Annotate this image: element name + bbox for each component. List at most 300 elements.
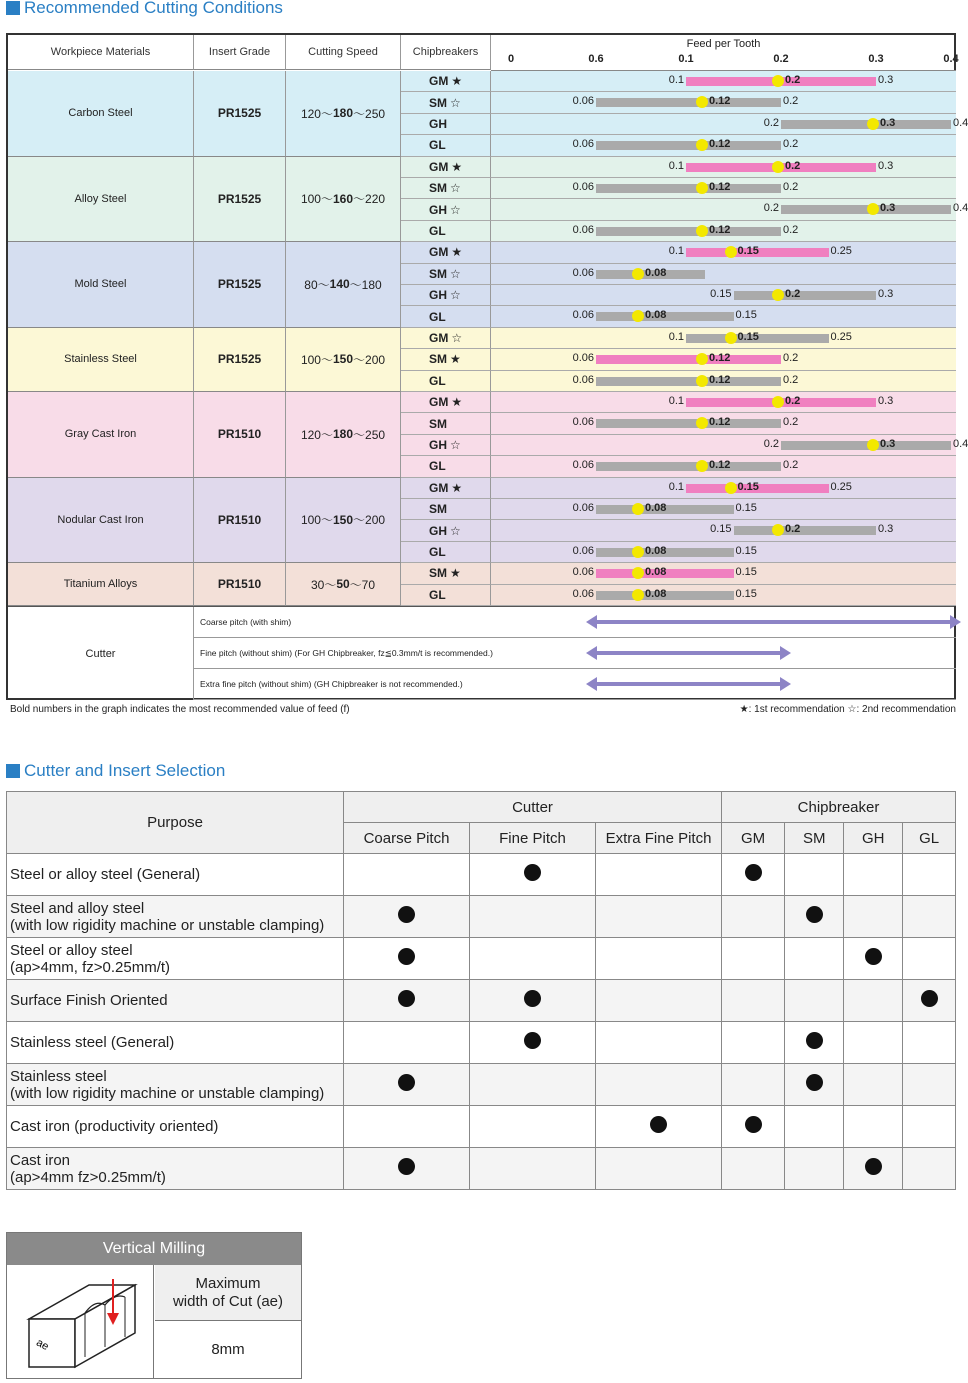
feed-min-label: 0.1 [668, 480, 684, 493]
cutter-pitch-label: Fine pitch (without shim) (For GH Chipbreaker, fz≦0.3mm/t is recommended.) [200, 647, 493, 658]
selected-dot-icon [806, 906, 823, 923]
feed-range-row [491, 520, 956, 541]
feed-min-label: 0.06 [572, 502, 594, 514]
feed-min-label: 0.1 [668, 395, 684, 407]
chipbreaker-name: SM [429, 181, 447, 196]
max-width-value: 8mm [211, 1341, 245, 1358]
selection-cell [470, 980, 596, 1022]
chipbreaker-cell [401, 371, 491, 392]
chipbreaker-cell [401, 199, 491, 220]
feed-recommended-label: 0.12 [709, 459, 731, 472]
chipbreaker-cell [401, 520, 491, 541]
chipbreaker-name: GL [429, 459, 446, 474]
feed-range-arrow [596, 620, 951, 624]
feed-recommended-label: 0.08 [645, 266, 667, 279]
feed-min-label: 0.06 [572, 459, 594, 472]
chipbreaker-cell [401, 456, 491, 477]
selection-cell [470, 1064, 596, 1106]
column-header: Extra Fine Pitch [596, 823, 722, 854]
selection-cell [344, 854, 470, 896]
feed-range-bar [781, 205, 951, 214]
feed-max-label: 0.2 [783, 138, 799, 151]
selected-dot-icon [398, 906, 415, 923]
feed-range-row [491, 585, 956, 606]
feed-min-label: 0.15 [710, 523, 732, 536]
first-recommendation-star-icon: ★ [451, 395, 463, 410]
recommended-feed-dot [772, 161, 784, 173]
feed-range-bar [596, 98, 781, 107]
selection-cell [470, 854, 596, 896]
chipbreaker-name: GL [429, 544, 446, 559]
selection-cell [344, 1022, 470, 1064]
feed-range-bar [596, 355, 781, 364]
feed-range-row [491, 92, 956, 113]
cutter-pitch-row [194, 669, 956, 700]
feed-max-label: 0.4 [953, 116, 968, 129]
feed-recommended-label: 0.15 [737, 330, 759, 343]
recommended-feed-dot [632, 546, 644, 558]
chipbreaker-cell [401, 328, 491, 349]
header-feed-per-tooth: Feed per Tooth [686, 38, 761, 50]
selection-cell [844, 1064, 903, 1106]
feed-min-label: 0.06 [572, 309, 594, 322]
chipbreaker-cell [401, 499, 491, 520]
feed-recommended-label: 0.12 [709, 95, 731, 108]
feed-range-row [491, 199, 968, 220]
cutting-speed: 100〜 150 〜200 [286, 328, 401, 392]
chipbreaker-cell [401, 542, 491, 563]
feed-range-row [491, 285, 956, 306]
table-row [7, 1022, 956, 1064]
cutting-conditions-table [6, 33, 968, 700]
feed-min-label: 0.06 [572, 266, 594, 279]
chipbreaker-name: GH [429, 116, 447, 131]
chipbreaker-name: GM [429, 74, 449, 89]
max-width-label: Maximum width of Cut (ae) [155, 1265, 301, 1321]
feed-tick-label: 0.1 [678, 53, 694, 65]
feed-range-row [491, 264, 956, 285]
chipbreaker-cell [401, 221, 491, 242]
feed-max-label: 0.15 [735, 587, 757, 600]
column-header: Fine Pitch [470, 823, 596, 854]
column-header: GL [903, 823, 956, 854]
feed-recommended-label: 0.12 [709, 138, 731, 151]
selection-cell [785, 1106, 844, 1148]
feed-min-label: 0.06 [572, 416, 594, 429]
selected-dot-icon [806, 1074, 823, 1091]
section-title-cutting-conditions: Recommended Cutting Conditions [6, 0, 283, 18]
feed-max-label: 0.15 [735, 502, 757, 514]
selected-dot-icon [398, 990, 415, 1007]
selection-cell [596, 1064, 722, 1106]
feed-recommended-label: 0.3 [880, 437, 896, 450]
feed-range-row [491, 114, 968, 135]
feed-range-row [491, 135, 956, 156]
feed-recommended-label: 0.12 [709, 373, 731, 386]
cutter-pitch-row [194, 638, 956, 669]
selection-cell [470, 1106, 596, 1148]
feed-min-label: 0.06 [572, 95, 594, 108]
material-name: Alloy Steel [8, 157, 194, 243]
chipbreaker-name: GH [429, 288, 447, 303]
chipbreaker-cell [401, 242, 491, 263]
selection-cell [722, 1064, 785, 1106]
selection-cell [470, 1148, 596, 1190]
square-bullet-icon [6, 1, 20, 15]
feed-range-bar [781, 441, 951, 450]
selection-cell [344, 1106, 470, 1148]
selection-cell [344, 1148, 470, 1190]
feed-range-row [491, 157, 956, 178]
feed-max-label: 0.15 [735, 566, 757, 579]
feed-range-row [491, 178, 956, 199]
selection-cell [844, 854, 903, 896]
recommended-feed-dot [632, 503, 644, 515]
cutter-insert-selection-table [6, 791, 956, 1190]
selection-cell [903, 1106, 956, 1148]
cutter-label: Cutter [8, 607, 194, 700]
selection-cell [844, 896, 903, 938]
selection-cell [844, 1106, 903, 1148]
feed-max-label: 0.2 [783, 223, 799, 236]
first-recommendation-star-icon: ★ [451, 74, 463, 89]
feed-min-label: 0.06 [572, 138, 594, 151]
header-workpiece-materials: Workpiece Materials [8, 35, 194, 70]
selection-cell [903, 938, 956, 980]
recommended-feed-dot [725, 332, 737, 344]
chipbreaker-cell [401, 413, 491, 434]
chipbreaker-name: GM [429, 159, 449, 174]
feed-range-bar [596, 184, 781, 193]
recommended-feed-dot [696, 225, 708, 237]
insert-grade: PR1510 [194, 563, 286, 606]
column-header: GH [844, 823, 903, 854]
square-bullet-icon [6, 764, 20, 778]
feed-min-label: 0.1 [668, 159, 684, 172]
chipbreaker-cell [401, 157, 491, 178]
section-title-cutter-selection: Cutter and Insert Selection [6, 761, 225, 781]
feed-recommended-label: 0.15 [737, 245, 759, 258]
first-recommendation-star-icon: ★ [451, 245, 463, 260]
feed-range-row [491, 349, 956, 370]
feed-max-label: 0.3 [878, 523, 894, 536]
second-recommendation-star-icon: ☆ [450, 523, 461, 538]
selection-cell [596, 1148, 722, 1190]
selection-cell [344, 980, 470, 1022]
purpose-cell: Surface Finish Oriented [7, 980, 344, 1022]
feed-recommended-label: 0.2 [785, 523, 801, 536]
selection-cell [596, 1022, 722, 1064]
feed-max-label: 0.3 [878, 74, 894, 86]
feed-range-row [491, 542, 956, 563]
feed-range-row [491, 413, 956, 434]
chipbreaker-name: SM [429, 352, 447, 367]
feed-recommended-label: 0.15 [737, 480, 759, 493]
cutting-speed: 80〜 140 〜180 [286, 242, 401, 328]
chipbreaker-name: GL [429, 223, 446, 238]
selection-cell [470, 938, 596, 980]
cutting-speed: 120〜 180 〜250 [286, 71, 401, 157]
table-row [7, 896, 956, 938]
vertical-milling-header: Vertical Milling [7, 1233, 301, 1265]
feed-range-arrow [596, 682, 781, 686]
chipbreaker-cell [401, 435, 491, 456]
material-name: Nodular Cast Iron [8, 478, 194, 564]
selection-cell [785, 896, 844, 938]
cutting-speed: 30〜 50 〜70 [286, 563, 401, 606]
feed-max-label: 0.4 [953, 202, 968, 215]
chipbreaker-cell [401, 392, 491, 413]
first-recommendation-star-icon: ★ [450, 352, 461, 367]
feed-min-label: 0.06 [572, 181, 594, 193]
table-row [7, 980, 956, 1022]
selection-cell [785, 980, 844, 1022]
feed-max-label: 0.25 [830, 330, 852, 343]
material-name: Stainless Steel [8, 328, 194, 392]
chipbreaker-name: SM [429, 566, 447, 581]
recommended-feed-dot [632, 268, 644, 280]
selected-dot-icon [921, 990, 938, 1007]
feed-max-label: 0.3 [878, 159, 894, 172]
chipbreaker-cell [401, 285, 491, 306]
selected-dot-icon [865, 948, 882, 965]
table-row [7, 854, 956, 896]
selection-cell [344, 1064, 470, 1106]
feed-range-row [491, 456, 956, 477]
feed-range-row [491, 328, 956, 349]
feed-recommended-label: 0.12 [709, 223, 731, 236]
selected-dot-icon [806, 1032, 823, 1049]
chipbreaker-name: GL [429, 309, 446, 324]
feed-max-label: 0.25 [830, 480, 852, 493]
feed-recommended-label: 0.2 [785, 395, 801, 407]
feed-range-bar [734, 291, 877, 300]
feed-recommended-label: 0.12 [709, 416, 731, 429]
selection-cell [785, 1148, 844, 1190]
selection-cell [844, 1022, 903, 1064]
feed-range-row [491, 306, 956, 327]
recommended-feed-dot [867, 118, 879, 130]
recommended-feed-dot [725, 482, 737, 494]
selection-cell [903, 1022, 956, 1064]
purpose-cell: Steel or alloy steel (ap>4mm, fz>0.25mm/t) [7, 938, 344, 980]
feed-recommended-label: 0.2 [785, 74, 801, 86]
feed-range-row [491, 499, 956, 520]
feed-recommended-label: 0.3 [880, 116, 896, 129]
second-recommendation-star-icon: ☆ [450, 181, 461, 196]
feed-recommended-label: 0.08 [645, 309, 667, 322]
purpose-cell: Cast iron (productivity oriented) [7, 1106, 344, 1148]
feed-tick-label: 0.6 [588, 53, 604, 65]
feed-min-label: 0.2 [763, 202, 779, 215]
feed-range-row [491, 71, 956, 92]
feed-range-row [491, 435, 968, 456]
chipbreaker-cell [401, 349, 491, 370]
selection-cell [785, 854, 844, 896]
feed-min-label: 0.15 [710, 288, 732, 300]
column-header: SM [785, 823, 844, 854]
second-recommendation-star-icon: ☆ [450, 95, 461, 110]
selection-cell [722, 1022, 785, 1064]
recommended-feed-dot [632, 589, 644, 601]
recommended-feed-dot [772, 396, 784, 408]
chipbreaker-name: SM [429, 502, 447, 517]
chipbreaker-name: GL [429, 373, 446, 388]
cutting-speed: 120〜 180 〜250 [286, 392, 401, 478]
feed-recommended-label: 0.3 [880, 202, 896, 215]
chipbreaker-cell [401, 135, 491, 156]
selected-dot-icon [865, 1158, 882, 1175]
feed-tick-label: 0 [507, 53, 515, 65]
recommended-feed-dot [772, 75, 784, 87]
feed-min-label: 0.1 [668, 245, 684, 258]
feed-tick-label: 0.3 [868, 53, 884, 65]
header-cutting-speed: Cutting Speed [286, 35, 401, 70]
selection-cell [844, 938, 903, 980]
feed-recommended-label: 0.08 [645, 544, 667, 557]
chipbreaker-name: SM [429, 266, 447, 281]
selected-dot-icon [398, 948, 415, 965]
selected-dot-icon [745, 864, 762, 881]
feed-recommended-label: 0.08 [645, 587, 667, 600]
chipbreaker-name: GL [429, 587, 446, 602]
insert-grade: PR1510 [194, 392, 286, 478]
chipbreaker-cell [401, 264, 491, 285]
column-header: Coarse Pitch [344, 823, 470, 854]
chipbreaker-name: GL [429, 138, 446, 153]
chipbreaker-cell [401, 178, 491, 199]
feed-min-label: 0.06 [572, 544, 594, 557]
chipbreaker-name: GH [429, 437, 447, 452]
chipbreaker-cell [401, 114, 491, 135]
vertical-milling-table [6, 1232, 302, 1379]
insert-grade: PR1525 [194, 157, 286, 243]
feed-max-label: 0.2 [783, 352, 799, 365]
ae-label: ae [34, 1336, 51, 1354]
feed-range-row [491, 478, 956, 499]
selection-cell [344, 938, 470, 980]
recommended-feed-dot [772, 289, 784, 301]
chipbreaker-name: SM [429, 95, 447, 110]
table-row [7, 1148, 956, 1190]
feed-max-label: 0.2 [783, 459, 799, 472]
cutter-pitch-label: Extra fine pitch (without shim) (GH Chipbreaker is not recommended.) [200, 679, 463, 689]
selection-cell [470, 1022, 596, 1064]
feed-recommended-label: 0.2 [785, 159, 801, 172]
header-chipbreakers: Chipbreakers [401, 35, 491, 70]
feed-range-arrow [596, 651, 781, 655]
feed-recommended-label: 0.12 [709, 352, 731, 365]
feed-range-bar [596, 227, 781, 236]
selection-cell [596, 854, 722, 896]
feed-max-label: 0.2 [783, 373, 799, 386]
feed-range-row [491, 371, 956, 392]
feed-max-label: 0.15 [735, 544, 757, 557]
chipbreaker-cell [401, 306, 491, 327]
table-row [7, 938, 956, 980]
header-purpose: Purpose [7, 792, 344, 854]
selected-dot-icon [398, 1158, 415, 1175]
selection-cell [903, 896, 956, 938]
feed-range-row [491, 563, 956, 584]
selected-dot-icon [524, 864, 541, 881]
feed-min-label: 0.06 [572, 352, 594, 365]
selection-cell [596, 1106, 722, 1148]
feed-recommended-label: 0.08 [645, 566, 667, 579]
selection-cell [785, 938, 844, 980]
selection-cell [722, 1106, 785, 1148]
chipbreaker-cell [401, 92, 491, 113]
chipbreaker-name: GM [429, 330, 449, 345]
selection-cell [596, 980, 722, 1022]
chipbreaker-name: GM [429, 395, 449, 410]
milling-block-icon [7, 1265, 154, 1378]
feed-min-label: 0.06 [572, 223, 594, 236]
vertical-milling-diagram [7, 1265, 154, 1378]
cutting-speed: 100〜 150 〜200 [286, 478, 401, 564]
feed-recommended-label: 0.12 [709, 181, 731, 193]
feed-range-row [491, 221, 956, 242]
selection-cell [722, 896, 785, 938]
chipbreaker-name: GH [429, 202, 447, 217]
selection-cell [844, 1148, 903, 1190]
insert-grade: PR1525 [194, 328, 286, 392]
selection-cell [844, 980, 903, 1022]
chipbreaker-name: GM [429, 480, 449, 495]
material-name: Carbon Steel [8, 71, 194, 157]
feed-max-label: 0.25 [830, 245, 852, 258]
selection-cell [470, 896, 596, 938]
chipbreaker-cell [401, 585, 491, 606]
cutting-speed: 100〜 160 〜220 [286, 157, 401, 243]
feed-min-label: 0.06 [572, 566, 594, 579]
feed-range-bar [734, 526, 877, 535]
recommended-feed-dot [867, 439, 879, 451]
purpose-cell: Steel or alloy steel (General) [7, 854, 344, 896]
selection-cell [596, 938, 722, 980]
second-recommendation-star-icon: ☆ [450, 437, 461, 452]
selection-cell [722, 1148, 785, 1190]
feed-min-label: 0.2 [763, 437, 779, 450]
feed-range-bar [596, 419, 781, 428]
feed-recommended-label: 0.2 [785, 288, 801, 300]
chipbreaker-name: GM [429, 245, 449, 260]
first-recommendation-star-icon: ★ [451, 159, 463, 174]
header-cutter: Cutter [344, 792, 722, 823]
recommended-feed-dot [696, 375, 708, 387]
chipbreaker-cell [401, 71, 491, 92]
feed-range-bar [596, 462, 781, 471]
feed-max-label: 0.2 [783, 416, 799, 429]
recommended-feed-dot [696, 182, 708, 194]
feed-max-label: 0.2 [783, 95, 799, 108]
feed-min-label: 0.06 [572, 373, 594, 386]
second-recommendation-star-icon: ☆ [450, 288, 461, 303]
first-recommendation-star-icon: ★ [451, 480, 463, 495]
recommended-feed-dot [725, 246, 737, 258]
purpose-cell: Stainless steel (with low rigidity machine or unstable clamping) [7, 1064, 344, 1106]
material-name: Titanium Alloys [8, 563, 194, 606]
selection-cell [722, 854, 785, 896]
purpose-cell: Stainless steel (General) [7, 1022, 344, 1064]
feed-min-label: 0.1 [668, 330, 684, 343]
feed-max-label: 0.15 [735, 309, 757, 322]
selection-cell [903, 1148, 956, 1190]
note-recommendation-legend: ★: 1st recommendation ☆: 2nd recommendation [739, 704, 956, 715]
selected-dot-icon [398, 1074, 415, 1091]
feed-range-bar [781, 120, 951, 129]
selection-cell [722, 938, 785, 980]
